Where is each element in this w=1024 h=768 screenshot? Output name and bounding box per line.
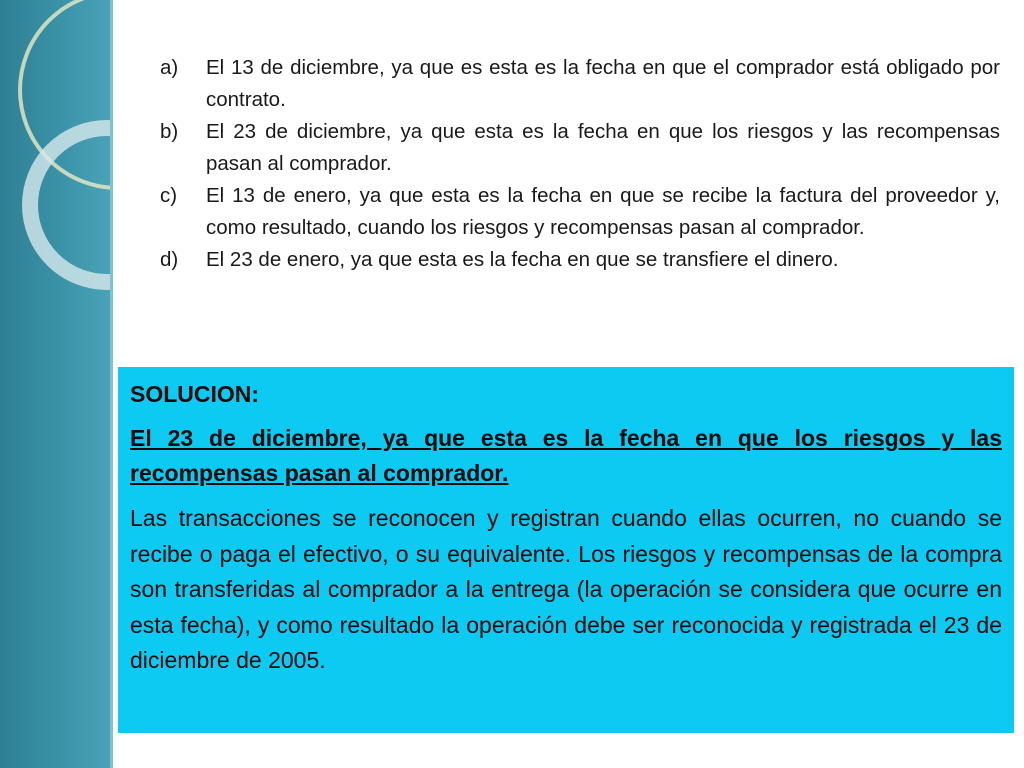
option-text: El 13 de diciembre, ya que es esta es la fecha en que el comprador está obligado por contrato. <box>206 56 1000 111</box>
option-d <box>160 244 1000 276</box>
option-b <box>160 116 1000 180</box>
option-letter: a) <box>160 56 179 79</box>
option-a <box>160 52 1000 116</box>
solution-answer: El 23 de diciembre, ya que esta es la fecha en que los riesgos y las recompensas pasan al comprador. <box>130 425 1002 486</box>
solution-title: SOLUCION: <box>130 381 260 407</box>
side-divider-line <box>110 0 113 768</box>
option-text: El 23 de diciembre, ya que esta es la fecha en que los riesgos y las recompensas pasan al comprador. <box>206 120 1000 175</box>
solution-explanation: Las transacciones se reconocen y registran cuando ellas ocurren, no cuando se recibe o paga el efectivo, o su equivalente. Los riesgos y recompensas de la compra son transferidas al comprador a la entrega (la operación se considera que ocurre en esta fecha), y como resultado la operación debe ser reconocida y registrada el 23 de diciembre de 2005. <box>130 505 1002 673</box>
option-letter: b) <box>160 120 179 143</box>
option-c <box>160 180 1000 244</box>
solution-box <box>118 367 1014 733</box>
decorative-side-band <box>0 0 113 768</box>
answer-options-list <box>160 52 1000 276</box>
option-letter: c) <box>160 184 178 207</box>
option-text: El 23 de enero, ya que esta es la fecha en que se transfiere el dinero. <box>206 248 839 271</box>
option-letter: d) <box>160 248 179 271</box>
option-text: El 13 de enero, ya que esta es la fecha en que se recibe la factura del proveedor y, como resultado, cuando los riesgos y recompensas pasan al comprador. <box>206 184 1000 239</box>
